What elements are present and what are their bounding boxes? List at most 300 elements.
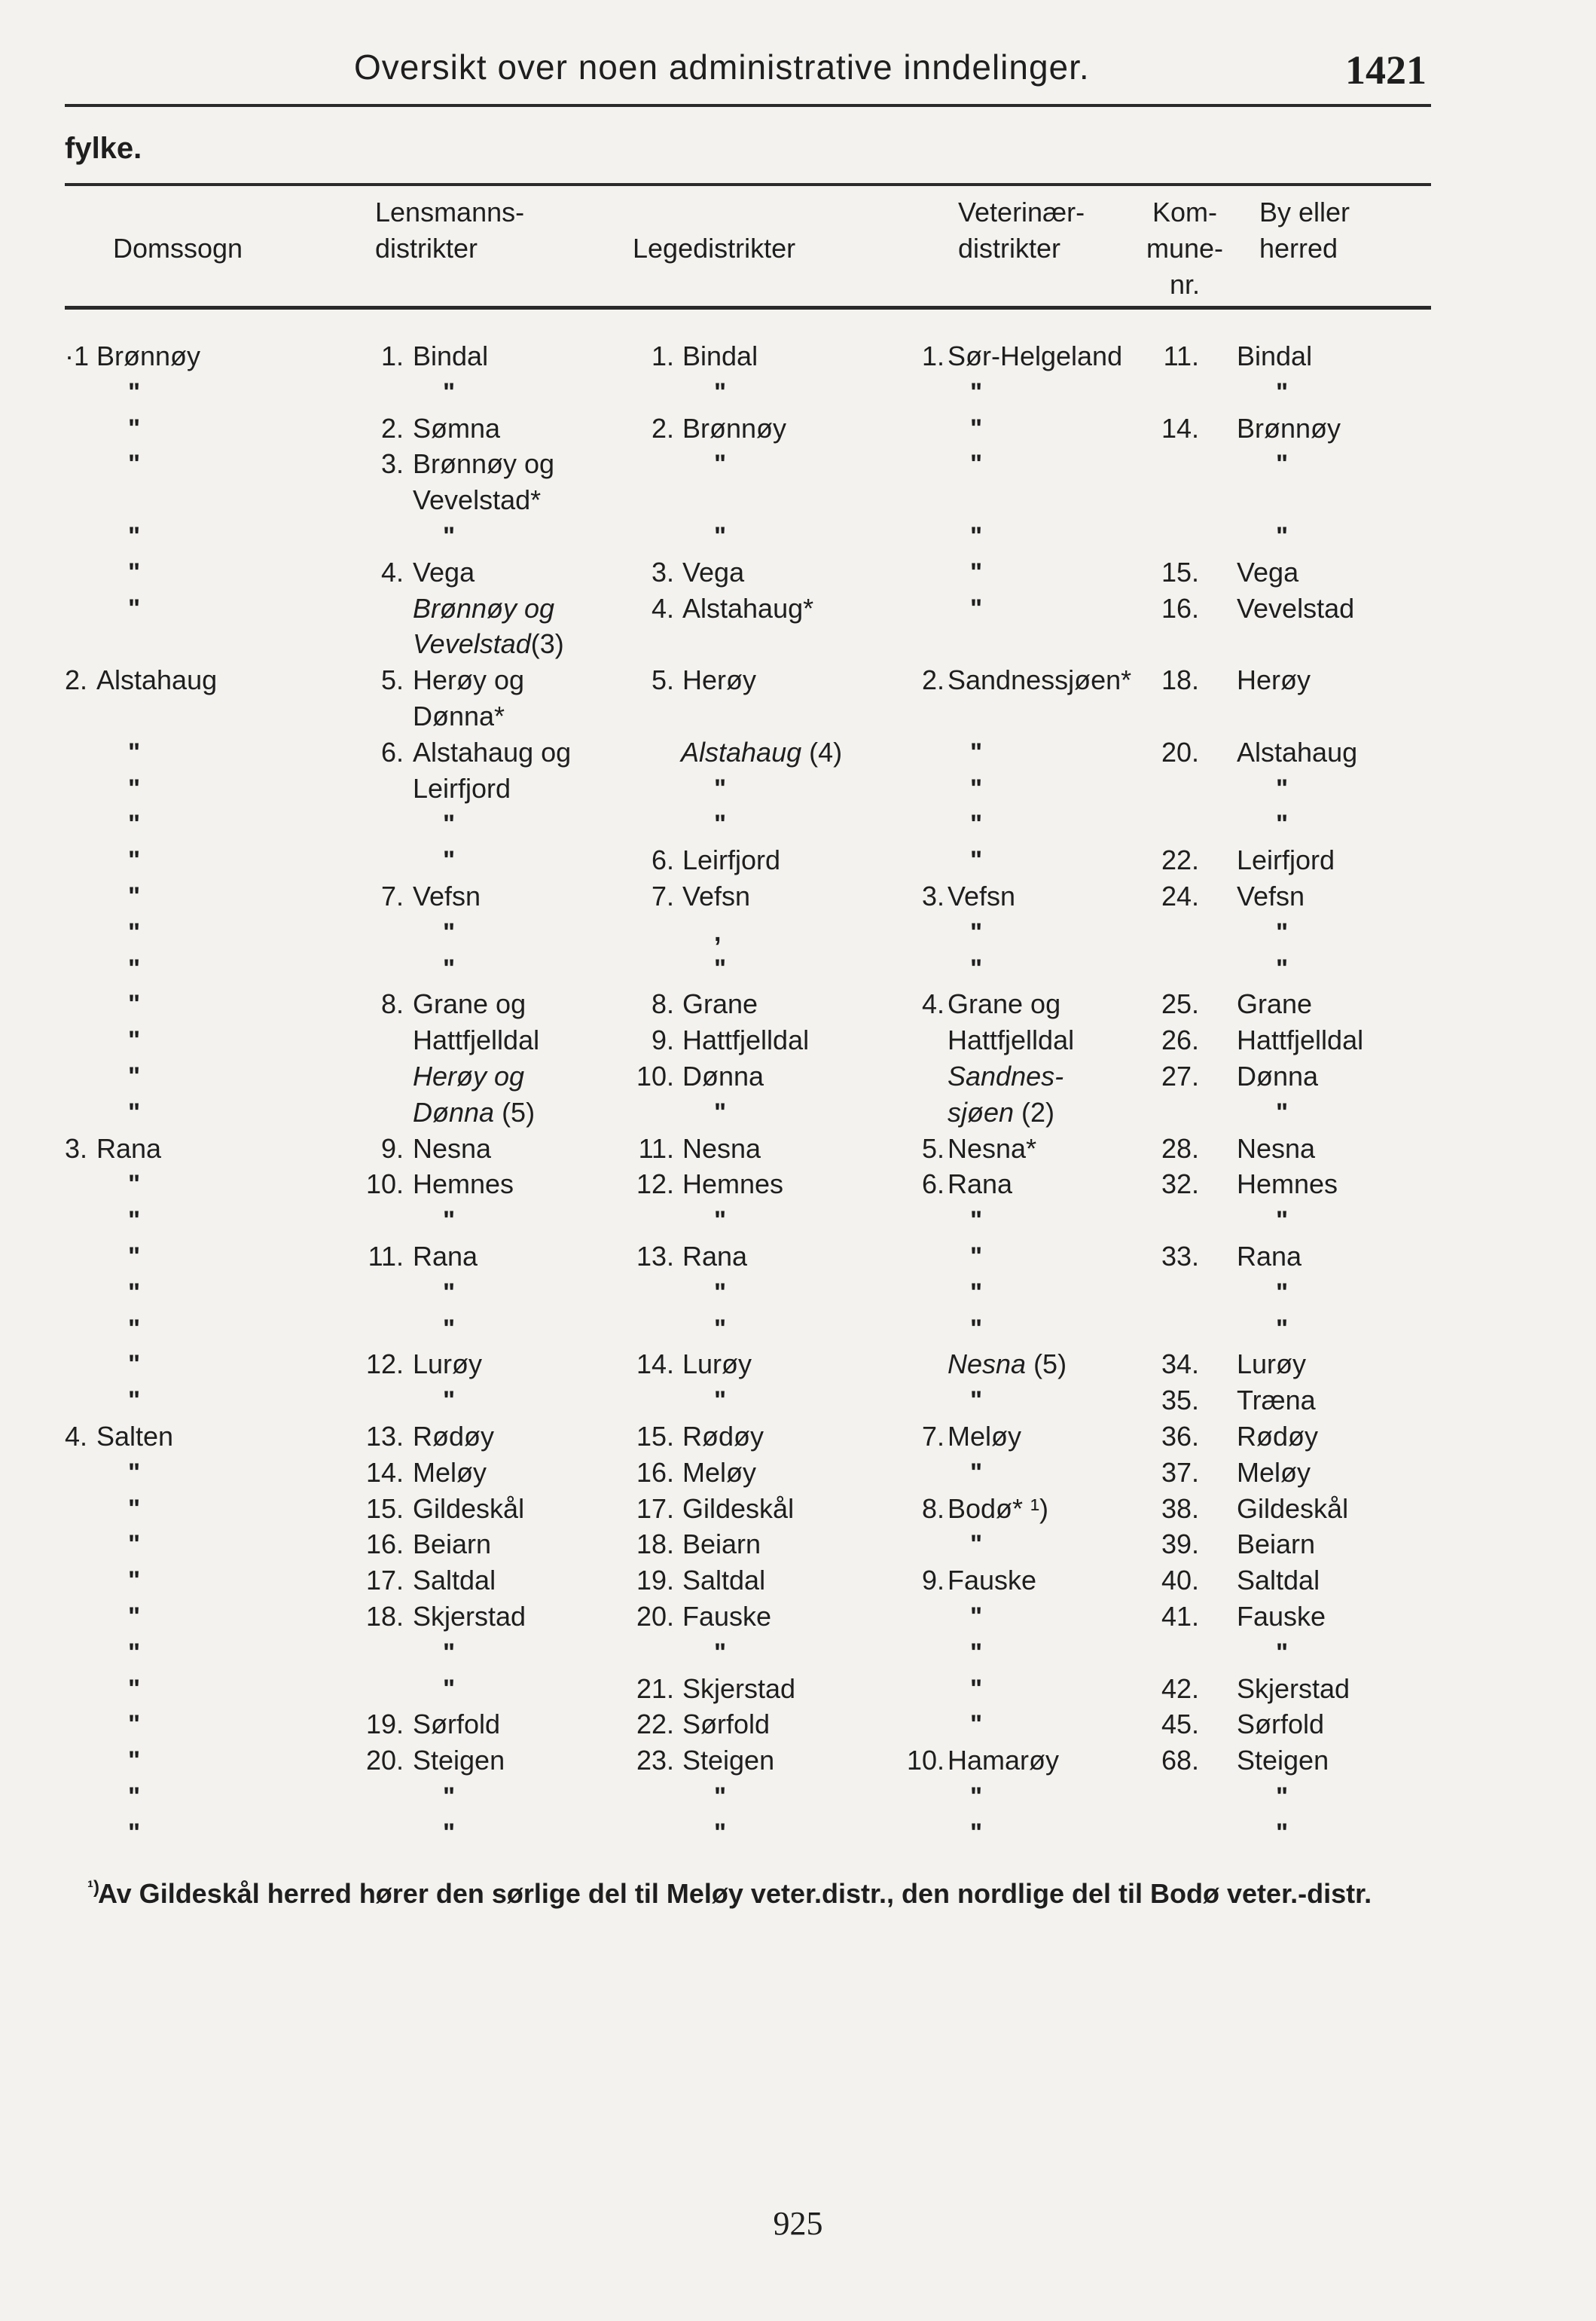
footnote-mark: ¹) bbox=[87, 1877, 99, 1898]
lege-ditto: " bbox=[714, 1386, 727, 1416]
herred-ditto: " bbox=[1276, 1818, 1289, 1847]
domssogn-ditto: " bbox=[128, 1386, 141, 1416]
domssogn-ditto: " bbox=[128, 1170, 141, 1199]
lege-number: 9. bbox=[651, 1025, 674, 1056]
domssogn-ditto: " bbox=[128, 1206, 141, 1235]
table-row bbox=[0, 1202, 1596, 1238]
domssogn-ditto: " bbox=[128, 1746, 141, 1776]
table-row bbox=[0, 806, 1596, 842]
domssogn-ditto: " bbox=[128, 1710, 141, 1739]
veterinaer-ditto: " bbox=[970, 738, 983, 767]
herred-name: Herøy bbox=[1237, 664, 1311, 696]
lensmann-name: Dønna (5) bbox=[413, 1096, 536, 1128]
lege-number: 5. bbox=[651, 664, 674, 696]
veterinaer-ditto: " bbox=[970, 594, 983, 623]
lensmann-number: 15. bbox=[365, 1492, 404, 1524]
lensmann-name: Vevelstad(3) bbox=[413, 628, 564, 660]
veterinaer-number: 1. bbox=[921, 341, 944, 371]
lege-name: Alstahaug* bbox=[682, 592, 814, 624]
herred-ditto: " bbox=[1276, 1314, 1289, 1343]
col-head-lensmann: Lensmanns- distrikter bbox=[375, 197, 525, 264]
table-row bbox=[0, 1706, 1596, 1742]
lege-name: Grane bbox=[682, 988, 758, 1020]
herred-name: Grane bbox=[1237, 988, 1313, 1020]
lensmann-ditto: " bbox=[443, 918, 456, 947]
lege-name: Leirfjord bbox=[682, 844, 781, 876]
herred-ditto: " bbox=[1276, 1782, 1289, 1811]
table-row bbox=[0, 1815, 1596, 1851]
lensmann-name: Brønnøy og bbox=[413, 448, 555, 480]
veterinaer-ditto: " bbox=[970, 810, 983, 839]
kommune-number: 26. bbox=[1161, 1025, 1199, 1056]
lensmann-ditto: " bbox=[443, 846, 456, 875]
table-row bbox=[0, 338, 1596, 374]
domssogn-ditto: " bbox=[128, 1026, 141, 1055]
veterinaer-name: Sandnes- bbox=[948, 1061, 1064, 1092]
veterinaer-name: Sandnessjøen* bbox=[948, 664, 1132, 696]
veterinaer-number: 4. bbox=[921, 988, 944, 1020]
lege-ditto: " bbox=[714, 774, 727, 803]
herred-ditto: " bbox=[1276, 810, 1289, 839]
table-row bbox=[0, 591, 1596, 627]
herred-ditto: " bbox=[1276, 774, 1289, 803]
veterinaer-ditto: " bbox=[970, 450, 983, 479]
running-title: Oversikt over noen administrative inndelinger. bbox=[354, 47, 1090, 87]
veterinaer-number: 5. bbox=[921, 1132, 944, 1164]
domssogn-ditto: " bbox=[128, 1350, 141, 1379]
footnote bbox=[87, 1876, 1439, 1912]
lege-number: 15. bbox=[636, 1421, 674, 1452]
lege-number: 8. bbox=[651, 988, 674, 1020]
domssogn-ditto: " bbox=[128, 1566, 141, 1596]
domssogn-ditto: " bbox=[128, 522, 141, 551]
lege-number: 22. bbox=[636, 1709, 674, 1740]
lege-ditto: " bbox=[714, 1314, 727, 1343]
table-row bbox=[0, 518, 1596, 554]
lege-ditto: " bbox=[714, 1278, 727, 1307]
lensmann-number: 14. bbox=[365, 1456, 404, 1488]
page-header bbox=[65, 44, 1431, 107]
lensmann-number: 18. bbox=[365, 1601, 404, 1632]
lege-ditto: " bbox=[714, 1818, 727, 1847]
lege-name: Skjerstad bbox=[682, 1672, 796, 1704]
table-row bbox=[0, 1742, 1596, 1779]
domssogn-ditto: " bbox=[128, 450, 141, 479]
lege-number: 14. bbox=[636, 1348, 674, 1380]
lege-name: Gildeskål bbox=[682, 1492, 795, 1524]
lege-ditto: " bbox=[714, 954, 727, 983]
lege-number: 12. bbox=[636, 1168, 674, 1200]
table-top-rule bbox=[65, 183, 1431, 186]
table-row bbox=[0, 878, 1596, 915]
lege-number: 6. bbox=[651, 844, 674, 876]
veterinaer-name: Rana bbox=[948, 1168, 1013, 1200]
lensmann-ditto: " bbox=[443, 1782, 456, 1811]
kommune-number: 40. bbox=[1161, 1565, 1199, 1596]
kommune-number: 27. bbox=[1161, 1061, 1199, 1092]
veterinaer-name: Nesna (5) bbox=[948, 1348, 1067, 1380]
table-row bbox=[0, 1095, 1596, 1131]
veterinaer-number: 9. bbox=[921, 1565, 944, 1596]
veterinaer-ditto: " bbox=[970, 1710, 983, 1739]
kommune-number: 22. bbox=[1161, 844, 1199, 876]
kommune-number: 18. bbox=[1161, 664, 1199, 696]
herred-ditto: " bbox=[1276, 954, 1289, 983]
table-row bbox=[0, 1491, 1596, 1527]
kommune-number: 41. bbox=[1161, 1601, 1199, 1632]
veterinaer-name: sjøen (2) bbox=[948, 1096, 1055, 1128]
lensmann-number: 3. bbox=[380, 448, 404, 480]
herred-name: Steigen bbox=[1237, 1745, 1329, 1776]
veterinaer-name: Sør-Helgeland bbox=[948, 341, 1123, 371]
kommune-number: 42. bbox=[1161, 1672, 1199, 1704]
herred-name: Hemnes bbox=[1237, 1168, 1338, 1200]
table-row bbox=[0, 1455, 1596, 1491]
lege-number: 18. bbox=[636, 1529, 674, 1560]
lensmann-name-suffix: (5) bbox=[494, 1096, 536, 1128]
lege-name: Hattfjelldal bbox=[682, 1025, 810, 1056]
domssogn-ditto: " bbox=[128, 1494, 141, 1523]
lensmann-name: Hemnes bbox=[413, 1168, 514, 1200]
lensmann-name: Sømna bbox=[413, 412, 501, 444]
kommune-number: 16. bbox=[1161, 592, 1199, 624]
herred-name: Fauske bbox=[1237, 1601, 1326, 1632]
veterinaer-number: 7. bbox=[921, 1421, 944, 1452]
lensmann-name-suffix: (3) bbox=[530, 628, 564, 660]
lensmann-name: Herøy og bbox=[413, 664, 525, 696]
veterinaer-ditto: " bbox=[970, 1602, 983, 1631]
lensmann-number: 11. bbox=[368, 1241, 404, 1272]
lege-number: 13. bbox=[636, 1241, 674, 1272]
veterinaer-name: Meløy bbox=[948, 1421, 1021, 1452]
lensmann-number: 16. bbox=[365, 1529, 404, 1560]
lensmann-name: Brønnøy og bbox=[413, 592, 555, 624]
lege-name: Rana bbox=[682, 1241, 748, 1272]
domssogn-ditto: " bbox=[128, 1314, 141, 1343]
lege-ditto: " bbox=[714, 1782, 727, 1811]
lensmann-name: Vega bbox=[413, 556, 475, 588]
section-title: fylke. bbox=[65, 132, 142, 165]
domssogn-ditto: " bbox=[128, 738, 141, 767]
herred-ditto: " bbox=[1276, 522, 1289, 551]
table-row bbox=[0, 1671, 1596, 1707]
veterinaer-name-suffix: (5) bbox=[1026, 1348, 1067, 1380]
table-row bbox=[0, 842, 1596, 878]
herred-name: Træna bbox=[1237, 1385, 1316, 1416]
lege-number: 10. bbox=[636, 1061, 674, 1092]
veterinaer-ditto: " bbox=[970, 846, 983, 875]
lege-name: Nesna bbox=[682, 1132, 761, 1164]
domssogn-number: 2. bbox=[65, 664, 88, 696]
lensmann-name: Steigen bbox=[413, 1745, 505, 1776]
domssogn-ditto: " bbox=[128, 846, 141, 875]
lege-number: 19. bbox=[636, 1565, 674, 1596]
lege-ditto: " bbox=[714, 1638, 727, 1667]
table-row bbox=[0, 1599, 1596, 1635]
herred-name: Vefsn bbox=[1237, 881, 1305, 912]
kommune-number: 35. bbox=[1161, 1385, 1199, 1416]
lege-ditto: " bbox=[714, 377, 727, 407]
veterinaer-name: Bodø* ¹) bbox=[948, 1492, 1049, 1524]
veterinaer-ditto: " bbox=[970, 522, 983, 551]
col-head-lege: Legedistrikter bbox=[633, 233, 796, 264]
herred-name: Lurøy bbox=[1237, 1348, 1307, 1380]
lensmann-ditto: " bbox=[443, 1206, 456, 1235]
veterinaer-ditto: " bbox=[970, 557, 983, 587]
lege-number: 16. bbox=[636, 1456, 674, 1488]
lege-ditto: " bbox=[714, 810, 727, 839]
table-row bbox=[0, 698, 1596, 734]
lege-ditto: " bbox=[714, 522, 727, 551]
domssogn-ditto: " bbox=[128, 1530, 141, 1559]
lensmann-number: 12. bbox=[365, 1348, 404, 1380]
table-row bbox=[0, 986, 1596, 1022]
table-row bbox=[0, 662, 1596, 698]
kommune-number: 14. bbox=[1161, 412, 1199, 444]
domssogn-ditto: " bbox=[128, 557, 141, 587]
kommune-number: 15. bbox=[1161, 556, 1199, 588]
domssogn-name: Rana bbox=[96, 1132, 162, 1164]
veterinaer-name: Fauske bbox=[948, 1565, 1037, 1596]
lensmann-ditto: " bbox=[443, 1314, 456, 1343]
kommune-number: 34. bbox=[1161, 1348, 1199, 1380]
lege-name: Meløy bbox=[682, 1456, 756, 1488]
herred-ditto: " bbox=[1276, 450, 1289, 479]
kommune-number: 28. bbox=[1161, 1132, 1199, 1164]
lege-name: Dønna bbox=[682, 1061, 764, 1092]
lensmann-name: Lurøy bbox=[413, 1348, 483, 1380]
veterinaer-name: Hattfjelldal bbox=[948, 1025, 1075, 1056]
lege-ditto: " bbox=[714, 1098, 727, 1127]
lensmann-name: Meløy bbox=[413, 1456, 487, 1488]
veterinaer-ditto: " bbox=[970, 1314, 983, 1343]
kommune-number: 68. bbox=[1161, 1745, 1199, 1776]
table-row bbox=[0, 1526, 1596, 1562]
lensmann-name: Rødøy bbox=[413, 1421, 494, 1452]
lege-number: 2. bbox=[651, 412, 674, 444]
veterinaer-ditto: " bbox=[970, 954, 983, 983]
veterinaer-number: 3. bbox=[921, 881, 944, 912]
lensmann-ditto: " bbox=[443, 810, 456, 839]
lensmann-ditto: " bbox=[443, 1278, 456, 1307]
veterinaer-number: 2. bbox=[921, 664, 944, 696]
lege-number: 11. bbox=[638, 1132, 674, 1164]
lensmann-name: Vevelstad* bbox=[413, 484, 542, 516]
lege-name: Sørfold bbox=[682, 1709, 771, 1740]
veterinaer-ditto: " bbox=[970, 1242, 983, 1271]
lensmann-ditto: " bbox=[443, 522, 456, 551]
table-row bbox=[0, 1562, 1596, 1599]
herred-name: Sørfold bbox=[1237, 1709, 1325, 1740]
herred-ditto: " bbox=[1276, 1098, 1289, 1127]
herred-name: Brønnøy bbox=[1237, 412, 1341, 444]
veterinaer-ditto: " bbox=[970, 1818, 983, 1847]
lensmann-number: 9. bbox=[380, 1132, 404, 1164]
domssogn-ditto: " bbox=[128, 1782, 141, 1811]
veterinaer-ditto: " bbox=[970, 1782, 983, 1811]
lege-number: 23. bbox=[636, 1745, 674, 1776]
lensmann-number: 8. bbox=[380, 988, 404, 1020]
domssogn-ditto: " bbox=[128, 1242, 141, 1271]
kommune-number: 20. bbox=[1161, 736, 1199, 768]
table-row bbox=[0, 411, 1596, 447]
kommune-number: 39. bbox=[1161, 1529, 1199, 1560]
lege-number: 7. bbox=[651, 881, 674, 912]
lensmann-name: Gildeskål bbox=[413, 1492, 525, 1524]
lensmann-name: Nesna bbox=[413, 1132, 492, 1164]
veterinaer-number: 8. bbox=[921, 1492, 944, 1524]
domssogn-ditto: " bbox=[128, 377, 141, 407]
lege-name: Fauske bbox=[682, 1601, 772, 1632]
table-row bbox=[0, 951, 1596, 987]
table-row bbox=[0, 734, 1596, 771]
kommune-number: 25. bbox=[1161, 988, 1199, 1020]
herred-name: Hattfjelldal bbox=[1237, 1025, 1364, 1056]
veterinaer-name: Vefsn bbox=[948, 881, 1016, 912]
veterinaer-name-suffix: (2) bbox=[1014, 1096, 1055, 1128]
domssogn-number: 4. bbox=[65, 1421, 88, 1452]
table-row bbox=[0, 626, 1596, 662]
lege-name: Herøy bbox=[682, 664, 756, 696]
lensmann-name: Grane og bbox=[413, 988, 526, 1020]
herred-ditto: " bbox=[1276, 1206, 1289, 1235]
lensmann-number: 7. bbox=[380, 881, 404, 912]
veterinaer-name: Nesna* bbox=[948, 1132, 1037, 1164]
herred-name: Alstahaug bbox=[1237, 736, 1358, 768]
lensmann-ditto: " bbox=[443, 1674, 456, 1703]
domssogn-ditto: " bbox=[128, 882, 141, 911]
veterinaer-number: 6. bbox=[921, 1168, 944, 1200]
lensmann-number: 10. bbox=[365, 1168, 404, 1200]
herred-name: Saltdal bbox=[1237, 1565, 1320, 1596]
domssogn-ditto: " bbox=[128, 1638, 141, 1667]
page-number-top: 1421 bbox=[1345, 47, 1427, 93]
lege-number: 4. bbox=[651, 592, 674, 624]
domssogn-ditto: " bbox=[128, 414, 141, 443]
lege-number: 17. bbox=[636, 1492, 674, 1524]
lensmann-number: 20. bbox=[365, 1745, 404, 1776]
kommune-number: 45. bbox=[1161, 1709, 1199, 1740]
herred-name: Meløy bbox=[1237, 1456, 1311, 1488]
herred-name: Nesna bbox=[1237, 1132, 1316, 1164]
table-row bbox=[0, 446, 1596, 482]
page-number-bottom: 925 bbox=[773, 2205, 823, 2242]
veterinaer-ditto: " bbox=[970, 1458, 983, 1487]
table-row bbox=[0, 915, 1596, 951]
lensmann-ditto: " bbox=[443, 954, 456, 983]
domssogn-name: Alstahaug bbox=[96, 664, 218, 696]
lege-ditto: , bbox=[714, 918, 722, 947]
table-row bbox=[0, 1238, 1596, 1275]
lensmann-number: 13. bbox=[365, 1421, 404, 1452]
domssogn-number: 3. bbox=[65, 1132, 88, 1164]
lege-name: Brønnøy bbox=[682, 412, 787, 444]
lensmann-name: Vefsn bbox=[413, 881, 481, 912]
herred-name: Dønna bbox=[1237, 1061, 1319, 1092]
table-row bbox=[0, 1346, 1596, 1382]
lensmann-name: Leirfjord bbox=[413, 772, 511, 804]
lege-name: Rødøy bbox=[682, 1421, 764, 1452]
lensmann-name: Sørfold bbox=[413, 1709, 501, 1740]
lege-name: Steigen bbox=[682, 1745, 775, 1776]
lensmann-number: 2. bbox=[380, 412, 404, 444]
lensmann-number: 4. bbox=[380, 556, 404, 588]
veterinaer-ditto: " bbox=[970, 1386, 983, 1416]
table-row bbox=[0, 554, 1596, 591]
table-row bbox=[0, 1382, 1596, 1419]
veterinaer-ditto: " bbox=[970, 774, 983, 803]
veterinaer-ditto: " bbox=[970, 918, 983, 947]
col-head-kommune-nr: Kom- mune- nr. bbox=[1146, 197, 1224, 300]
domssogn-ditto: " bbox=[128, 990, 141, 1019]
lege-name: Hemnes bbox=[682, 1168, 784, 1200]
herred-ditto: " bbox=[1276, 918, 1289, 947]
table-row bbox=[0, 374, 1596, 411]
domssogn-name: Salten bbox=[96, 1421, 174, 1452]
kommune-number: 11. bbox=[1163, 341, 1199, 371]
veterinaer-name: Hamarøy bbox=[948, 1745, 1060, 1776]
lege-ditto: " bbox=[714, 450, 727, 479]
lege-name: Alstahaug (4) bbox=[681, 736, 843, 768]
table-row bbox=[0, 1022, 1596, 1058]
herred-name: Vega bbox=[1237, 556, 1299, 588]
veterinaer-ditto: " bbox=[970, 414, 983, 443]
lege-ditto: " bbox=[714, 1206, 727, 1235]
table-row bbox=[0, 771, 1596, 807]
lege-number: 3. bbox=[651, 556, 674, 588]
domssogn-ditto: " bbox=[128, 918, 141, 947]
veterinaer-ditto: " bbox=[970, 1530, 983, 1559]
lege-name: Bindal bbox=[682, 341, 758, 371]
lensmann-name: Saltdal bbox=[413, 1565, 496, 1596]
domssogn-ditto: " bbox=[128, 1458, 141, 1487]
table-row bbox=[0, 1311, 1596, 1347]
domssogn-ditto: " bbox=[128, 1278, 141, 1307]
table-row bbox=[0, 1635, 1596, 1671]
lensmann-ditto: " bbox=[443, 377, 456, 407]
kommune-number: 37. bbox=[1161, 1456, 1199, 1488]
lensmann-name: Skjerstad bbox=[413, 1601, 526, 1632]
herred-name: Bindal bbox=[1237, 341, 1313, 371]
lege-number: 20. bbox=[636, 1601, 674, 1632]
domssogn-name: Brønnøy bbox=[96, 341, 201, 371]
domssogn-ditto: " bbox=[128, 1674, 141, 1703]
herred-name: Vevelstad bbox=[1237, 592, 1355, 624]
lege-name: Saltdal bbox=[682, 1565, 766, 1596]
veterinaer-ditto: " bbox=[970, 1638, 983, 1667]
lege-number: 21. bbox=[636, 1672, 674, 1704]
domssogn-ditto: " bbox=[128, 1818, 141, 1847]
lensmann-number: 17. bbox=[365, 1565, 404, 1596]
herred-name: Leirfjord bbox=[1237, 844, 1335, 876]
domssogn-ditto: " bbox=[128, 1062, 141, 1091]
lensmann-ditto: " bbox=[443, 1386, 456, 1416]
table-row bbox=[0, 1058, 1596, 1095]
kommune-number: 36. bbox=[1161, 1421, 1199, 1452]
table-row bbox=[0, 482, 1596, 518]
lensmann-number: 19. bbox=[365, 1709, 404, 1740]
table-row bbox=[0, 1419, 1596, 1455]
lege-name: Lurøy bbox=[682, 1348, 752, 1380]
lensmann-name: Alstahaug og bbox=[413, 736, 572, 768]
lensmann-number: 5. bbox=[380, 664, 404, 696]
lensmann-name: Rana bbox=[413, 1241, 478, 1272]
domssogn-ditto: " bbox=[128, 1602, 141, 1631]
veterinaer-ditto: " bbox=[970, 1206, 983, 1235]
veterinaer-ditto: " bbox=[970, 1674, 983, 1703]
herred-name: Rana bbox=[1237, 1241, 1302, 1272]
domssogn-ditto: " bbox=[128, 594, 141, 623]
